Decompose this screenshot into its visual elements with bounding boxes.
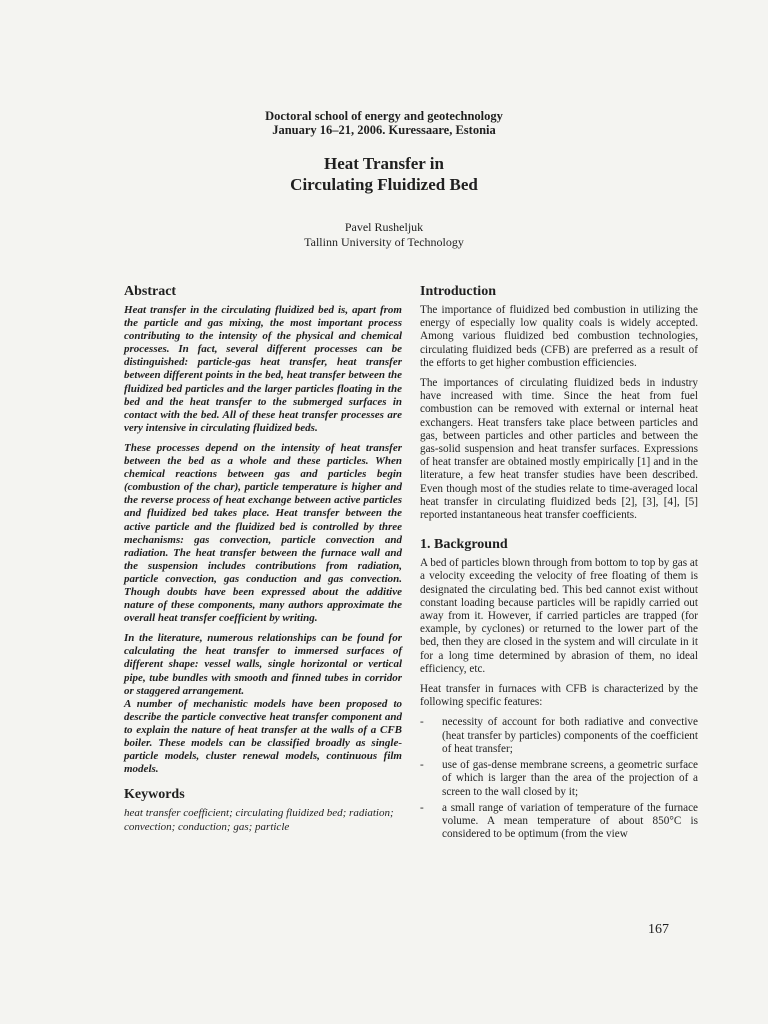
list-item-text: necessity of account for both radiative and convective (heat transfer by particles) components of the coefficient of heat transfer; <box>442 716 698 755</box>
introduction-heading: Introduction <box>420 284 496 299</box>
conference-line-2: January 16–21, 2006. Kuressaare, Estonia <box>272 123 496 137</box>
list-item <box>420 802 698 842</box>
list-bullet: - <box>420 716 424 729</box>
abstract-paragraph: A number of mechanistic models have been proposed to describe the particle convective heat transfer component and to explain the nature of heat transfer at the walls of a CFB boiler. These models can be classified broadly as single-particle models, cluster renewal models, continuous film models. <box>124 697 402 776</box>
paper-header <box>0 109 768 250</box>
list-item-text: a small range of variation of temperature of the furnace volume. A mean temperature of about 850°C is considered to be optimum (from the view <box>442 801 698 841</box>
list-item <box>420 759 698 799</box>
feature-list <box>420 716 698 841</box>
abstract-heading: Abstract <box>124 284 177 299</box>
conference-line-1: Doctoral school of energy and geotechnology <box>265 109 503 123</box>
abstract-paragraph: Heat transfer in the circulating fluidized bed is, apart from the particle and gas mixing, the most important process contributing to the intensity of the physical and chemical processes. In fact, several different processes can be distinguished: particle-gas heat transfer, heat transfer between different points in the bed, heat transfer between the fluidized bed particles and the larger particles floating in the bed and the heat transfer to the submerged surfaces in contact with the bed. All of these heat transfer processes are very intensive in circulating fluidized beds. <box>124 304 402 434</box>
background-heading: 1. Background <box>420 537 508 553</box>
keywords-section <box>124 786 402 834</box>
list-item-text: use of gas-dense membrane screens, a geometric surface of which is larger than the area of the projection of a screen to the wall closed by it; <box>442 759 698 798</box>
background-paragraph: A bed of particles blown through from bottom to top by gas at a velocity exceeding the velocity of free floating of them is designated the circulating bed. This bed cannot exist without constant loading because particles will be rapidly carried out away from it. However, if carried particles are trapped (for example, by cyclones) or returned to the lower part of the bed, then they are closed in the system and will circulate in it for a long time determined by abrasion of them, no ideal efficiency, etc. <box>420 557 698 675</box>
background-paragraph: Heat transfer in furnaces with CFB is characterized by the following specific features: <box>420 683 698 709</box>
title-line-1: Heat Transfer in <box>324 154 444 173</box>
author-name: Pavel Rusheljuk <box>344 220 424 234</box>
list-bullet: - <box>420 801 424 814</box>
paper-title <box>0 153 768 195</box>
abstract-paragraph: In the literature, numerous relationships can be found for calculating the heat transfer to immersed surfaces of different shape: vessel walls, single horizontal or vertical pipe, tube bundles with smooth and finned tubes in corridor or staggered arrangement. <box>124 632 402 697</box>
introduction-paragraph: The importance of fluidized bed combustion in utilizing the energy of especially low quality coals is widely accepted. Among various fluidized bed combustion technologies, circulating fluidized beds (CFB) are preferred as a result of the efforts to get higher combustion efficiencies. <box>420 304 698 369</box>
author-affiliation: Tallinn University of Technology <box>304 235 464 249</box>
page-number: 167 <box>648 922 669 937</box>
keywords-text: heat transfer coefficient; circulating fluidized bed; radiation; convection; conduction; gas; particle <box>124 807 394 833</box>
keywords-heading: Keywords <box>124 787 185 803</box>
list-bullet: - <box>420 759 424 772</box>
left-column <box>124 283 402 834</box>
abstract-paragraph: These processes depend on the intensity of heat transfer between the bed as a whole and these particles. When chemical reactions between gas and particles begin (combustion of the char), particle temperature is higher and the reverse process of heat exchange between active particles and fluidized bed takes place. Heat transfer between the active particle and the fluidized bed is controlled by three mechanisms: gas convection, particle convection and radiation. The heat transfer between the furnace wall and the suspension includes contributions from radiation, particle convection, gas conduction and gas convection. Though doubts have been expressed about the additive nature of these components, many authors approximate the overall heat transfer coefficient by writing. <box>124 441 402 625</box>
introduction-paragraph: The importances of circulating fluidized beds in industry have increased with time. Since the heat from fuel combustion can be removed with external or internal heat exchangers. Heat transfers take place between particles and gas, between particles and other particles and between the gas-solid suspension and heat transfer surfaces. Expressions of heat transfer are obtained mostly empirically [1] and in the literature, a few heat transfer studies have been described. Even though most of the studies relate to time-averaged local heat transfer in circulating fluidized beds [2], [3], [4], [5] reported instantaneous heat transfer coefficients. <box>420 377 698 522</box>
right-column <box>420 283 698 844</box>
background-section <box>420 536 698 841</box>
introduction-section <box>420 283 698 522</box>
list-item <box>420 716 698 756</box>
abstract-section <box>124 283 402 776</box>
title-line-2: Circulating Fluidized Bed <box>290 175 478 194</box>
author-block <box>0 220 768 250</box>
